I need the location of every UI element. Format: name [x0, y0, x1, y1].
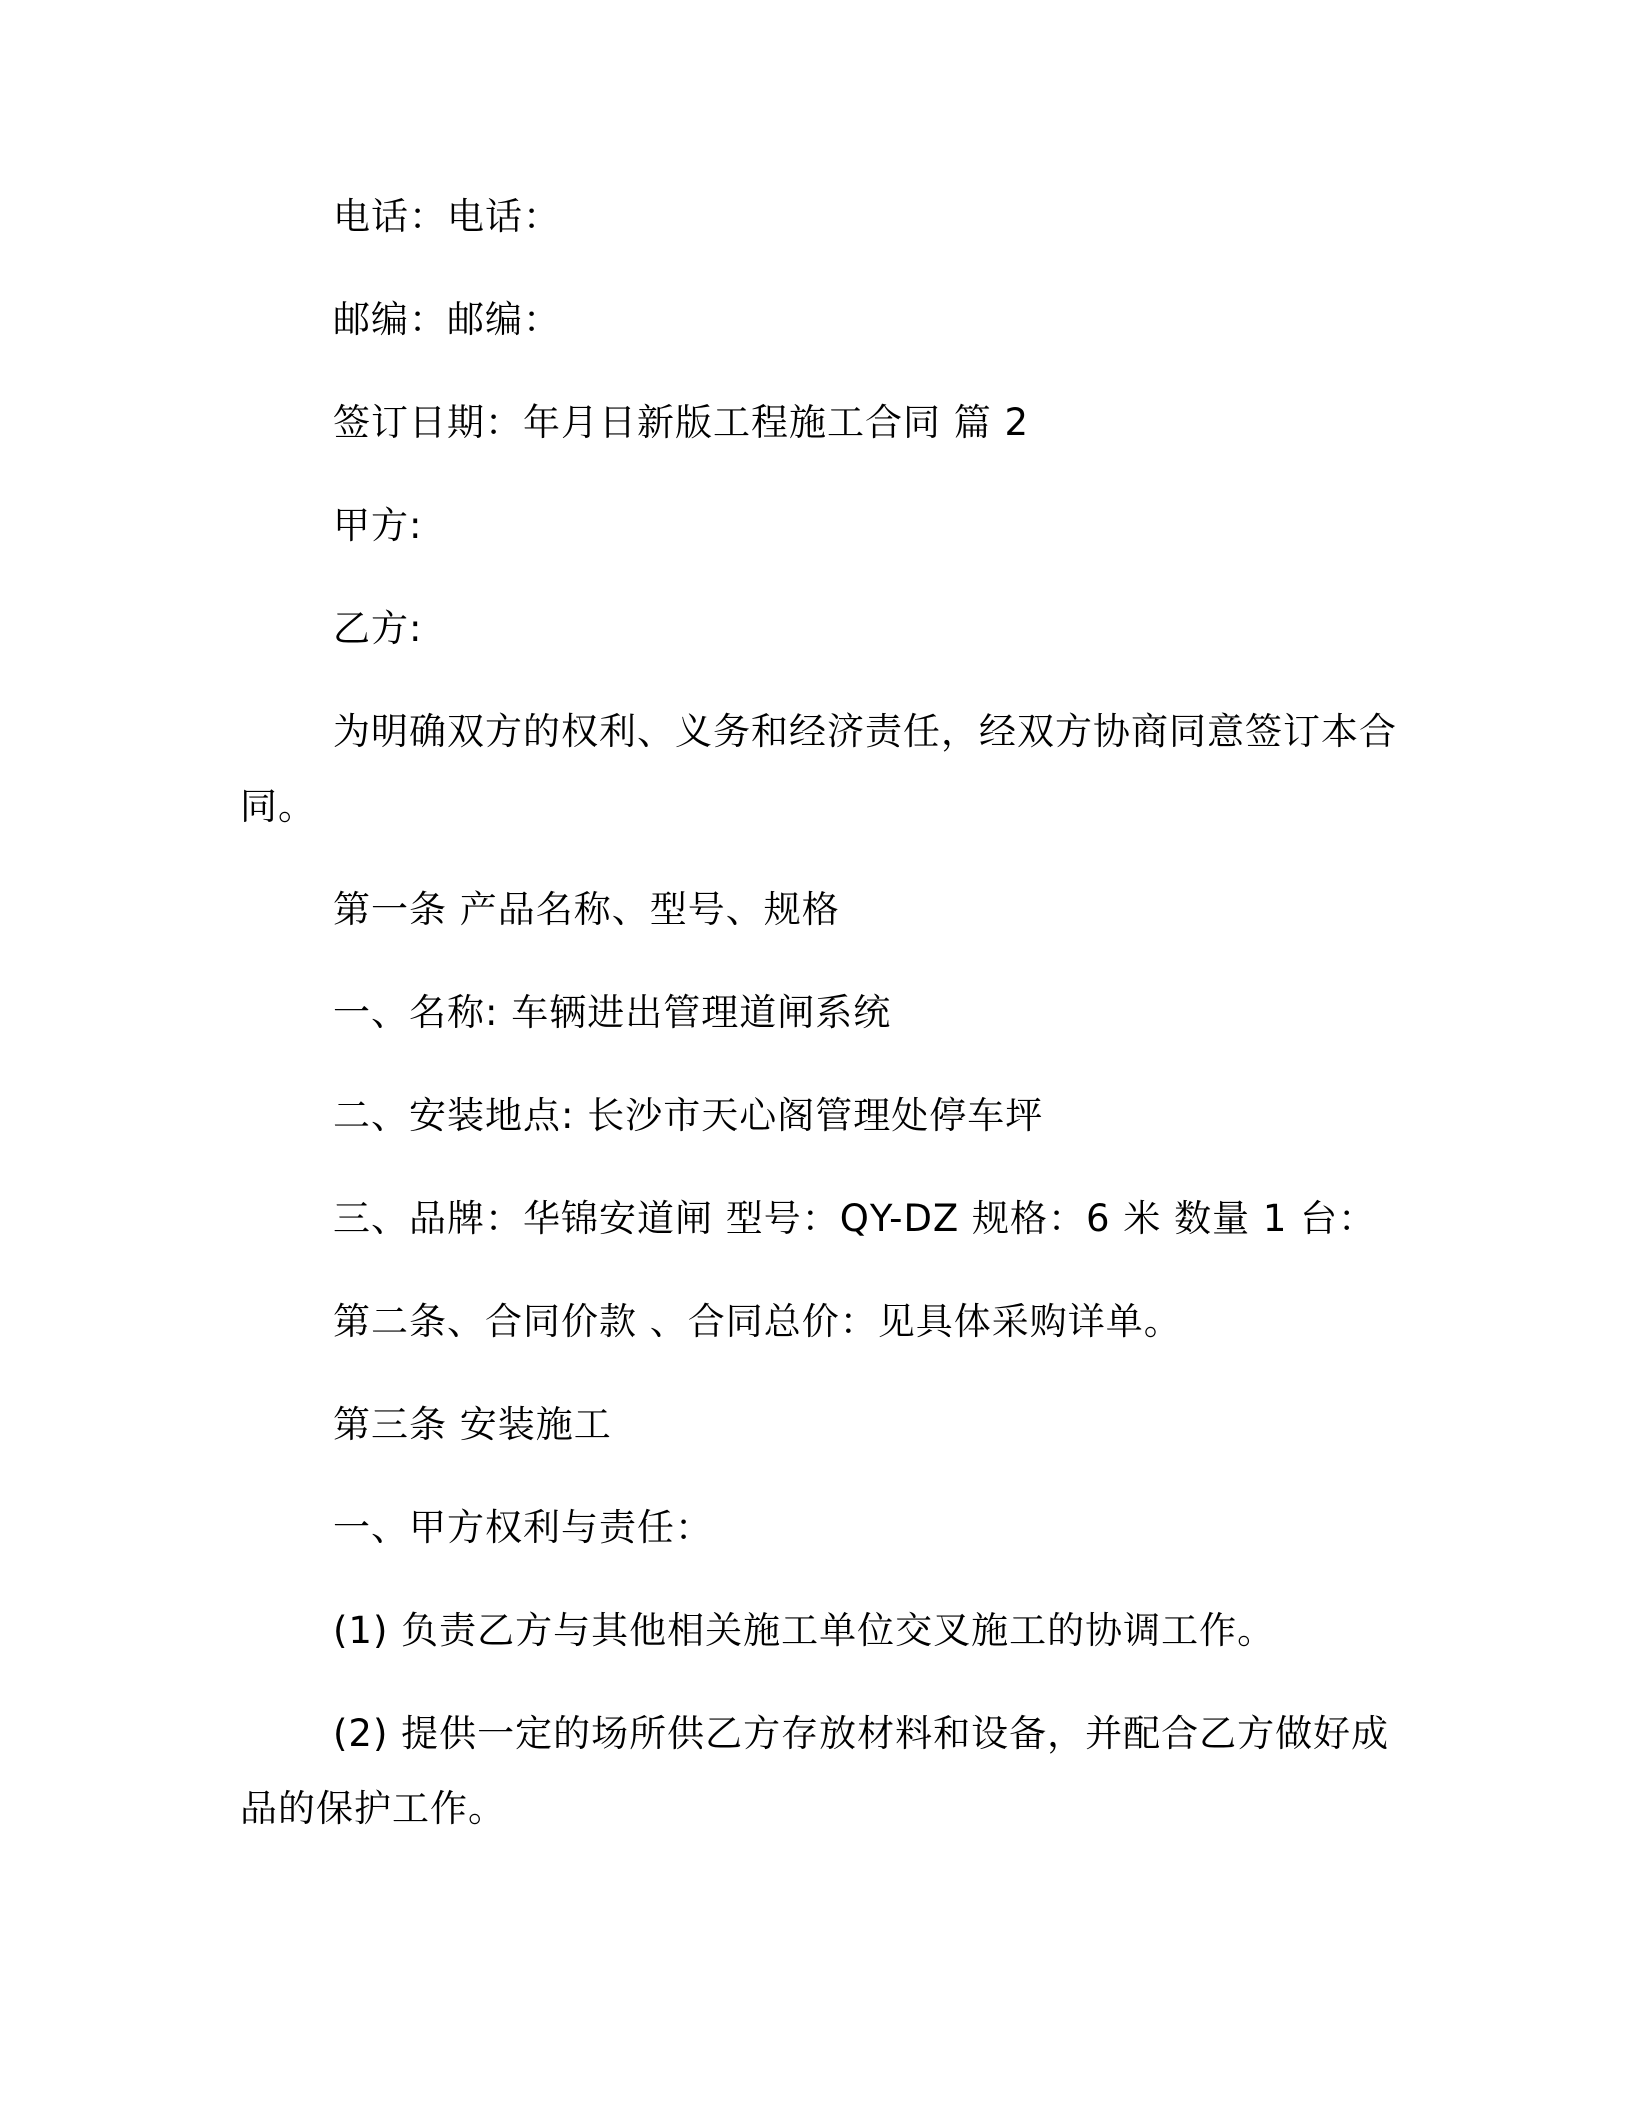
article-1-heading: 第一条 产品名称、型号、规格 — [333, 888, 840, 931]
article-3-heading: 第三条 安装施工 — [333, 1403, 612, 1446]
brand-spec-line: 三、品牌：华锦安道闸 型号：QY-DZ 规格：6 米 数量 1 台： — [333, 1197, 1377, 1240]
party-a-line: 甲方: — [333, 504, 423, 547]
article-2-line: 第二条、合同价款 、合同总价：见具体采购详单。 — [333, 1300, 1182, 1343]
clause-2-line-1: (2) 提供一定的场所供乙方存放材料和设备，并配合乙方做好成 — [333, 1712, 1390, 1755]
clause-1-line: (1) 负责乙方与其他相关施工单位交叉施工的协调工作。 — [333, 1609, 1276, 1652]
signing-date-line: 签订日期：年月日新版工程施工合同 篇 2 — [333, 401, 1030, 444]
clause-2-line-2: 品的保护工作。 — [240, 1787, 506, 1830]
product-name-line: 一、名称: 车辆进出管理道闸系统 — [333, 991, 892, 1034]
install-location-line: 二、安装地点: 长沙市天心阁管理处停车坪 — [333, 1094, 1044, 1137]
preamble-line-1: 为明确双方的权利、义务和经济责任，经双方协商同意签订本合 — [333, 710, 1397, 753]
party-b-line: 乙方: — [333, 607, 423, 650]
party-a-rights-heading: 一、甲方权利与责任： — [333, 1506, 713, 1549]
phone-line: 电话：电话： — [333, 195, 561, 238]
preamble-line-2: 同。 — [240, 785, 316, 828]
postcode-line: 邮编：邮编： — [333, 298, 561, 341]
